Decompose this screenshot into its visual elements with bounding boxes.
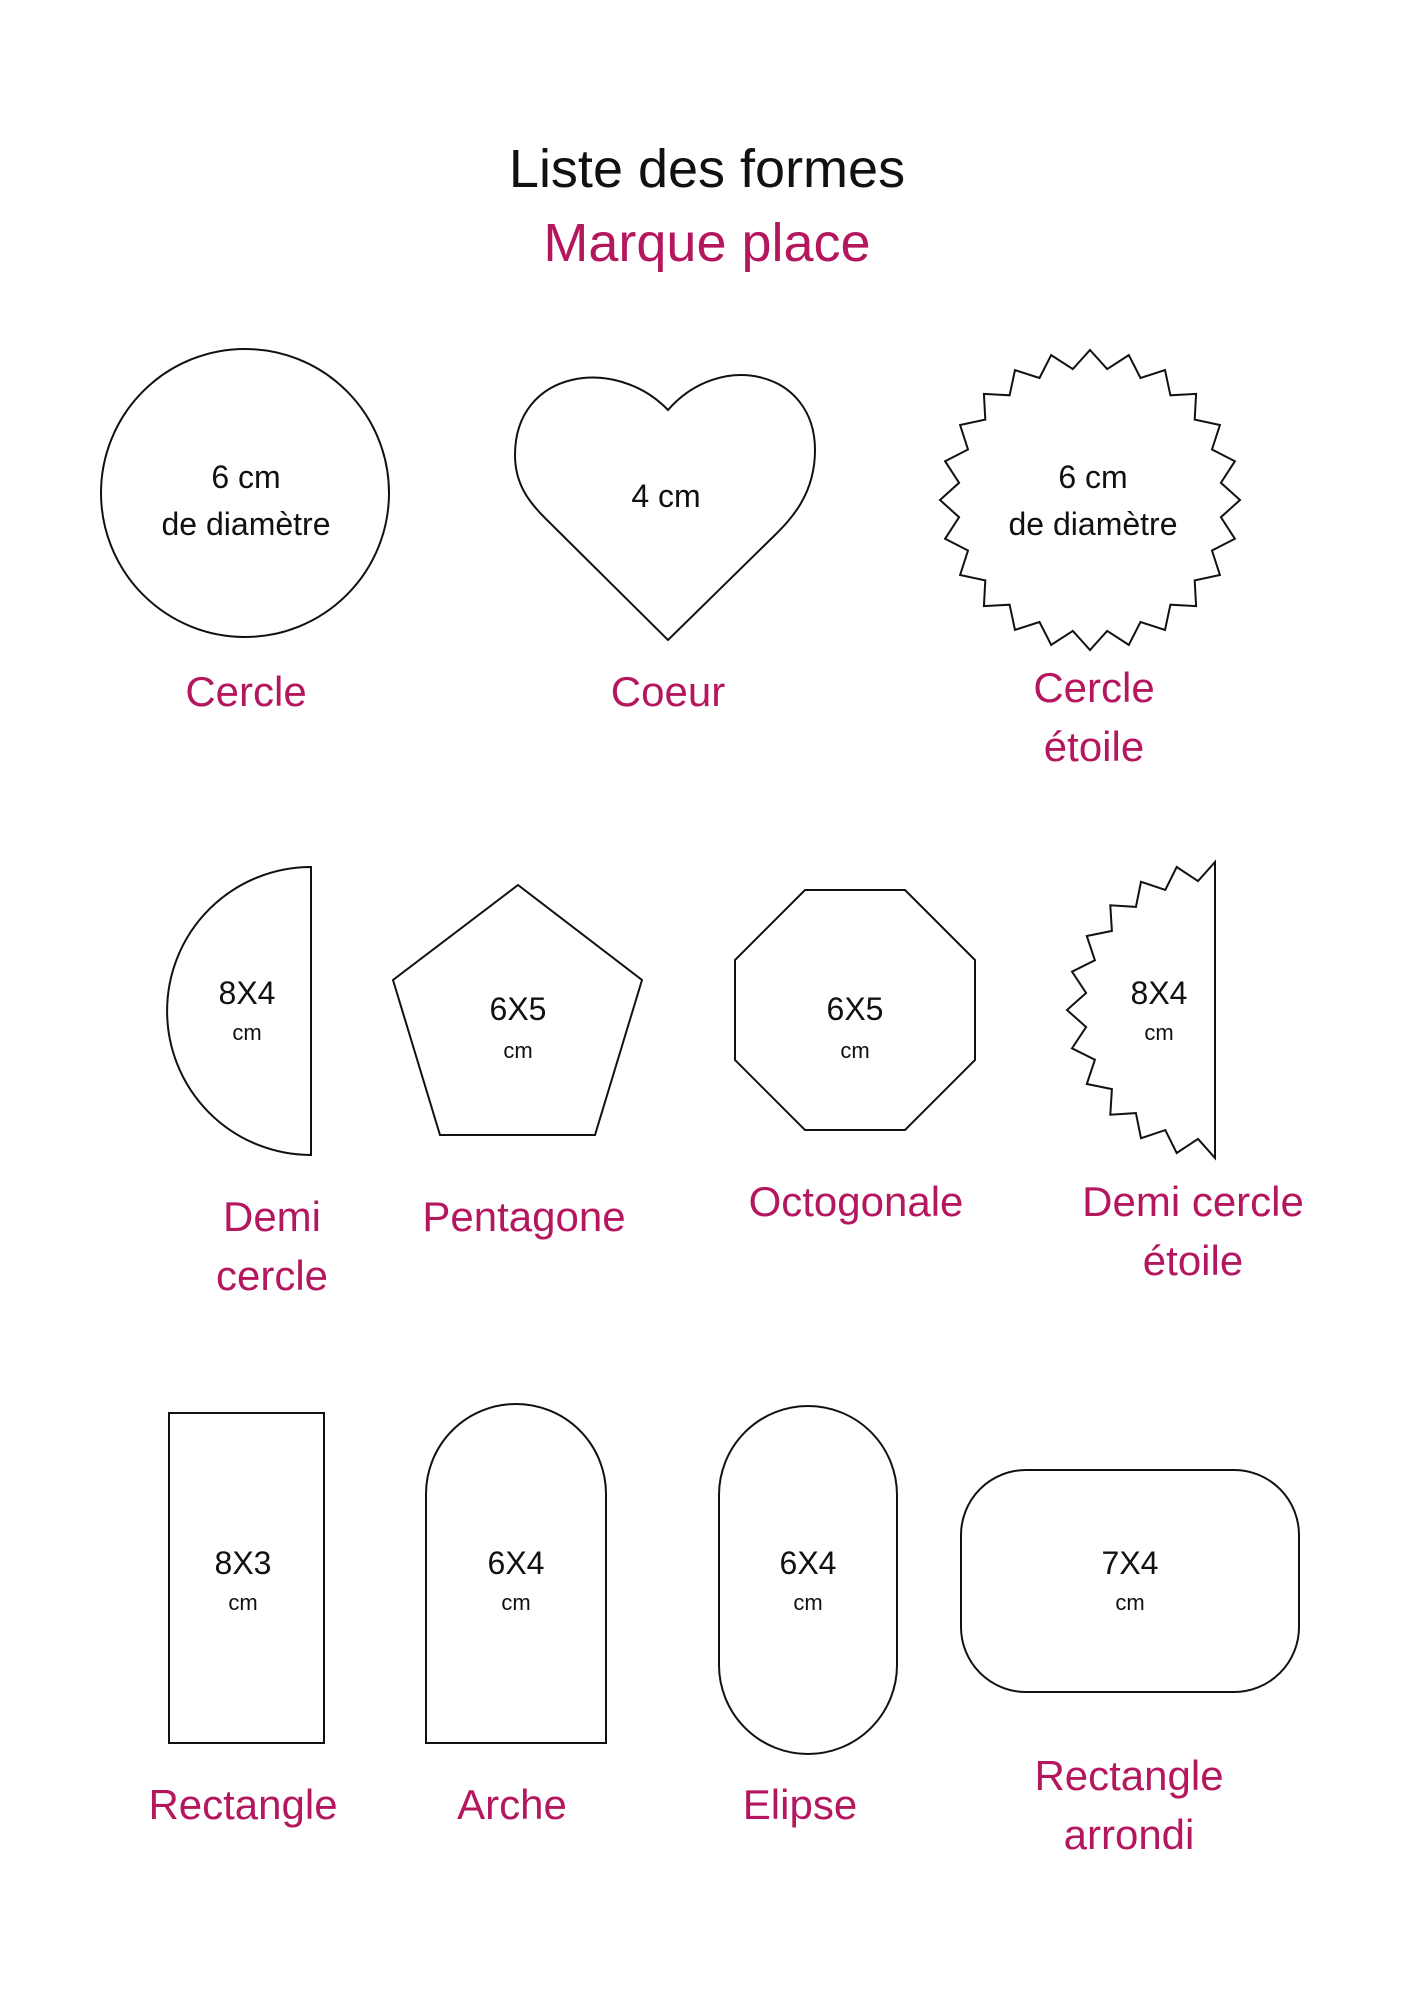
demi-cercle-dim-1: 8X4	[218, 975, 276, 1011]
octogonale-label: Octogonale	[748, 1178, 964, 1225]
rectangle-arrondi-label-1: Rectangle	[1034, 1752, 1224, 1799]
cercle-dim-1: 6 cm	[211, 459, 281, 495]
cercle-dim-2: de diamètre	[161, 506, 331, 542]
rectangle-arrondi-outline	[961, 1470, 1299, 1692]
elipse-label: Elipse	[742, 1781, 858, 1828]
demi-cercle-outline	[167, 867, 311, 1155]
rectangle-dim-2: cm	[228, 1590, 258, 1615]
rectangle-arrondi-dim-2: cm	[1115, 1590, 1145, 1615]
rectangle-dim-1: 8X3	[214, 1545, 272, 1581]
octogone-dim-2: cm	[840, 1038, 870, 1063]
coeur-dim-1: 4 cm	[631, 478, 701, 514]
cercle-etoile-label-2: étoile	[1043, 723, 1145, 770]
rectangle-arrondi-dim-1: 7X4	[1101, 1545, 1159, 1581]
cercle-etoile-label-1: Cercle	[1033, 664, 1155, 711]
cercle-etoile-dim-2: de diamètre	[1008, 506, 1178, 542]
demi-cercle-etoile-dim-2: cm	[1144, 1020, 1174, 1045]
pentagone-label: Pentagone	[422, 1193, 626, 1240]
elipse-dim-2: cm	[793, 1590, 823, 1615]
coeur-label: Coeur	[610, 668, 726, 715]
demi-cercle-label-1: Demi	[222, 1193, 322, 1240]
page-title: Liste des formes	[508, 139, 906, 199]
demi-cercle-etoile-label-1: Demi cercle	[1082, 1178, 1304, 1225]
pentagone-dim-2: cm	[503, 1038, 533, 1063]
demi-cercle-etoile-dim-1: 8X4	[1130, 975, 1188, 1011]
demi-cercle-etoile-label-2: étoile	[1142, 1237, 1244, 1284]
arche-dim-2: cm	[501, 1590, 531, 1615]
cercle-etoile-dim-1: 6 cm	[1058, 459, 1128, 495]
elipse-dim-1: 6X4	[779, 1545, 837, 1581]
cercle-etoile-outline	[940, 350, 1240, 650]
arche-label: Arche	[457, 1781, 567, 1828]
octogone-dim-1: 6X5	[826, 991, 884, 1027]
cercle-label: Cercle	[185, 668, 307, 715]
demi-cercle-dim-2: cm	[232, 1020, 262, 1045]
page-subtitle: Marque place	[543, 213, 871, 273]
demi-cercle-label-2: cercle	[215, 1252, 329, 1299]
rectangle-arrondi-label-2: arrondi	[1063, 1811, 1195, 1858]
rectangle-label: Rectangle	[148, 1781, 338, 1828]
pentagone-dim-1: 6X5	[489, 991, 547, 1027]
arche-dim-1: 6X4	[487, 1545, 545, 1581]
